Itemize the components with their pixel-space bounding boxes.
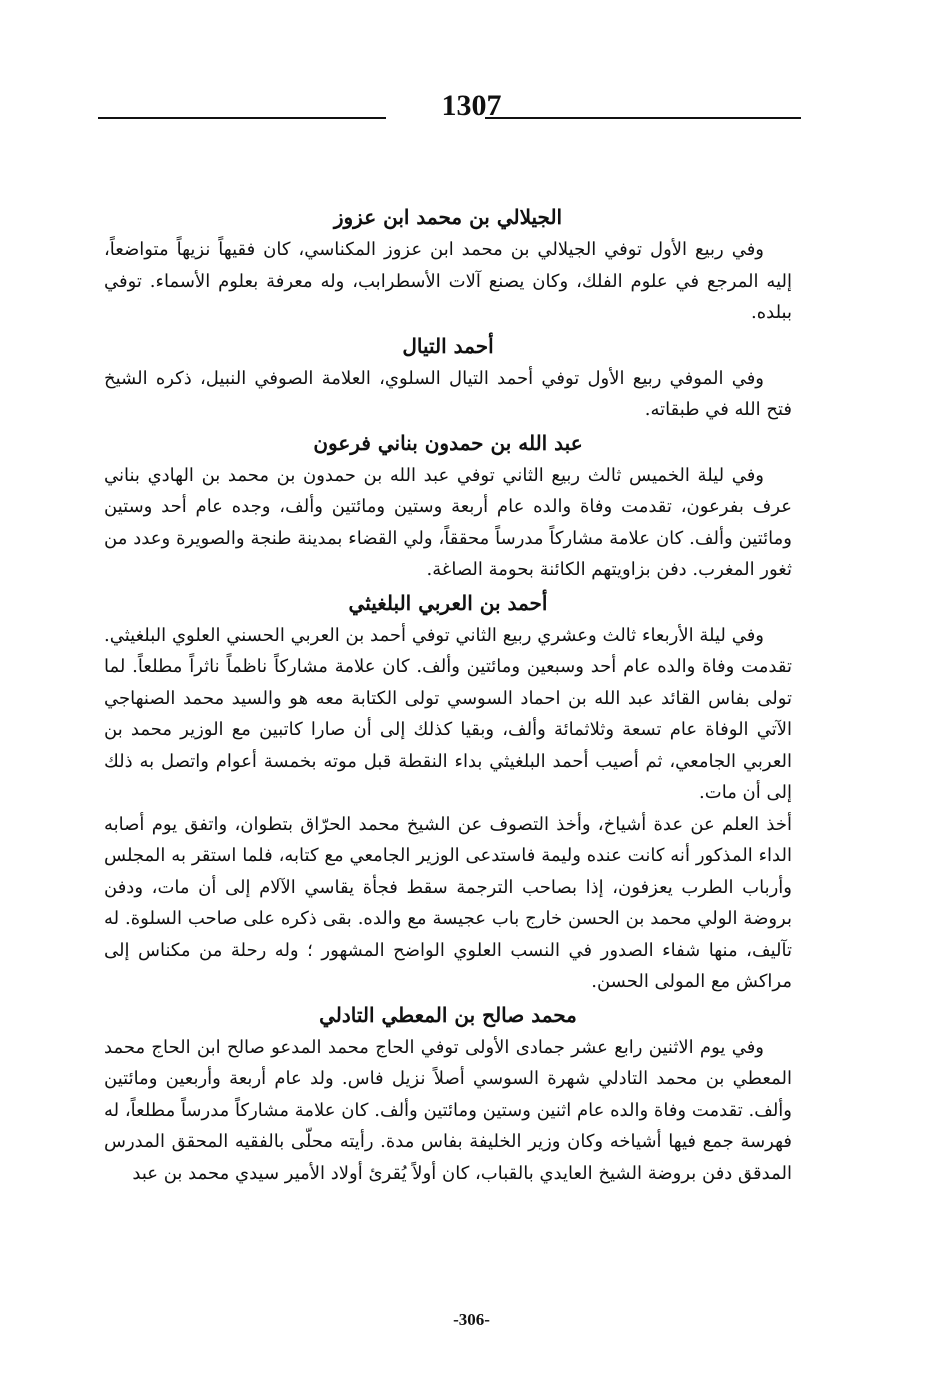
entry-title: محمد صالح بن المعطي التادلي: [319, 1002, 577, 1027]
entry-paragraph: وفي يوم الاثنين رابع عشر جمادى الأولى توفي الحاج محمد المدعو صالح ابن الحاج محمد المعطي بن محمد التادلي شهرة السوسي أصلاً نزيل فاس. ولد عام أربعة وأربعين ومائتين وألف. تقدمت وفاة والده عام اثنين وستين ومائتين وألف. كان علامة مشاركاً مدرساً مطلعاً، له فهرسة جمع فيها أشياخه وكان وزير الخليفة بفاس مدة. رأيته محلّى بالفقيه المحقق المدرس المدقق دفن بروضة الشيخ العايدي بالقباب، كان أولاً يُقرئ أولاد الأمير سيدي محمد بن عبد: [104, 1036, 792, 1184]
entry-paragraph: وفي ربيع الأول توفي الجيلالي بن محمد ابن عزوز المكناسي، كان فقيهاً نزيهاً متواضعاً، إليه المرجع في علوم الفلك، وكان يصنع آلات الأسطرابب، وله معرفة بعلوم الأسماء. توفي ببلده.: [104, 239, 792, 323]
entry-title: عبد الله بن حمدون بناني فرعون: [313, 430, 583, 455]
entry-paragraph: وفي ليلة الخميس ثالث ربيع الثاني توفي عبد الله بن حمدون بن محمد بن الهادي بناني عرف بفرعون، تقدمت وفاة والده عام أربعة وستين ومائتين وألف، وجده عام أحد وستين ومائتين وألف. كان علامة مشاركاً مدرساً محققاً، ولي القضاء بمدينة طنجة والصويرة وعدد من ثغور المغرب. دفن بزاويتهم الكائنة بحومة الصاغة.: [104, 464, 793, 580]
page-body: [104, 200, 792, 1189]
page-year-header: 1307: [441, 89, 502, 122]
entry-paragraph: أخذ العلم عن عدة أشياخ، وأخذ التصوف عن الشيخ محمد الحرّاق بتطوان، واتفق يوم أصابه الداء المذكور أنه كانت عنده وليمة فاستدعى الوزير الجامعي مع كتابه، فلما استقر به المجلس وأرباب الطرب يعزفون، إذا بصاحب الترجمة سقط فجأة يقاسي الآلام إلى أن مات، ودفن بروضة الولي محمد بن الحسن خارج باب عجيسة مع والده. بقى ذكره على صاحب السلوة. له تآليف، منها شفاء الصدور في النسب العلوي الواضح المشهور ؛ وله رحلة من مكناس إلى مراكش مع المولى الحسن.: [104, 813, 792, 992]
entry-paragraph: وفي ليلة الأربعاء ثالث وعشري ربيع الثاني توفي أحمد بن العربي الحسني العلوي البلغيثي. تقدمت وفاة والده عام أحد وسبعين ومائتين وألف. كان علامة مشاركاً ناظماً ناثراً مطلعاً. لما تولى بفاس القائد عبد الله بن احماد السوسي تولى الكتابة معه هو والسيد محمد الصنهاجي الآتي الوفاة عام تسعة وثلاثمائة وألف، وبقيا كذلك إلى أن صارا كاتبين مع الوزير محمد بن العربي الجامعي، ثم أصيب أحمد البلغيثي بداء النقطة قبل موته بخمسة أعوام واتصل به ذلك إلى أن مات.: [104, 624, 792, 803]
entry-title: أحمد بن العربي البلغيثي: [348, 590, 548, 615]
entry-title: الجيلالي بن محمد ابن عزوز: [333, 205, 563, 229]
entry-paragraph: وفي الموفي ربيع الأول توفي أحمد التيال السلوي، العلامة الصوفي النبيل، ذكره الشيخ فتح الله في طبقاته.: [104, 367, 792, 420]
page-number: -306-: [453, 1310, 490, 1329]
entry-title: أحمد التيال: [402, 333, 494, 358]
